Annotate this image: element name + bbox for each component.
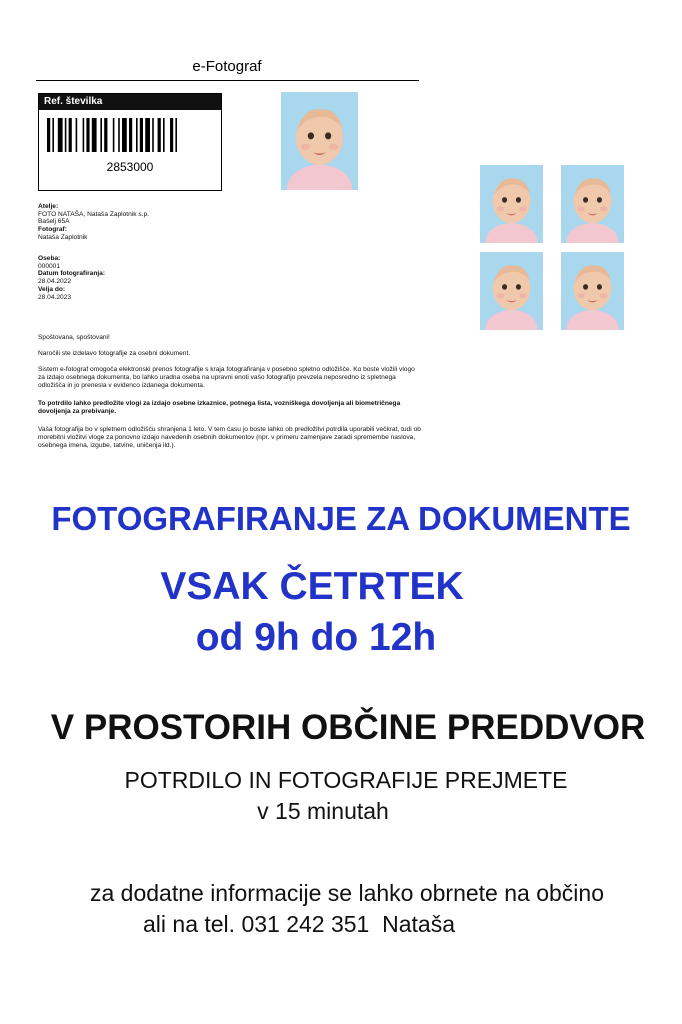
person-info — [38, 255, 105, 301]
header-divider — [36, 80, 419, 81]
poster-info-line-1: POTRDILO IN FOTOGRAFIJE PREJMETE — [124, 767, 568, 793]
greeting: Spoštovana, spoštovani! — [38, 334, 110, 341]
document-header-title: e-Fotograf — [192, 58, 262, 75]
portrait-photo-main — [281, 92, 358, 190]
poster-headline: FOTOGRAFIRANJE ZA DOKUMENTE — [51, 500, 631, 537]
studio-info — [38, 203, 149, 242]
poster-contact-line-1: za dodatne informacije se lahko obrnete na občino — [89, 880, 604, 906]
portrait-photo-small-3 — [480, 252, 543, 330]
poster-location: V PROSTORIH OBČINE PREDDVOR — [50, 708, 646, 747]
poster-contact-line-2: ali na tel. 031 242 351 Nataša — [143, 911, 456, 937]
barcode-icon — [47, 118, 212, 152]
date-label: Datum fotografiranja: — [38, 270, 106, 278]
reference-label: Ref. številka — [39, 94, 221, 110]
photographer-name: Nataša Zaplotnik — [38, 233, 88, 241]
poster-day: VSAK ČETRTEK — [160, 565, 464, 608]
poster-info-line-2: v 15 minutah — [257, 798, 389, 824]
poster-hours: od 9h do 12h — [195, 616, 437, 659]
portrait-photo-small-1 — [480, 165, 543, 243]
paragraph-1: Naročili ste izdelavo fotografije za osebni dokument. — [38, 350, 191, 357]
valid-until-label: Velja do: — [38, 285, 66, 293]
reference-number: 2853000 — [106, 160, 154, 174]
date-value: 28.04.2022 — [38, 278, 72, 286]
paragraph-4: Vaša fotografija bo v spletnem odložišču shranjena 1 leto. V tem času jo boste lahko ob predložitvi potrdila uporabili večkrat, tudi ob morebitni vložitvi vloge za ponovno izdajo navedenih osebnih dokumentov (npr. v primeru zamenjave zaradi spremembe naslova, osebnega imena, izgube, tatvine, uničenja ild.). — [38, 426, 421, 449]
paragraph-3: To potrdilo lahko predložite vlogi za izdajo osebne izkaznice, potnega lista, vozniškega dovoljenja ali biometričnega dovoljenja za prebivanje. — [38, 400, 401, 415]
portrait-photo-small-2 — [561, 165, 624, 243]
reference-number-box — [38, 93, 222, 191]
paragraph-2: Sistem e-fotograf omogoča elektronski prenos fotografije s kraja fotografiranja v posebno spletno odložišče. Ko boste vložili vlogo za izdajo osebnega dokumenta, bo lahko uradna oseba na upravni enoti vašo fotografijo prevzela neposredno iz spletnega odložišča in jo prenesla v evidenco izdanega dokumenta. — [38, 366, 415, 389]
studio-address: Bašelj 65A — [38, 218, 70, 226]
person-label: Oseba: — [38, 255, 61, 262]
portrait-photo-small-4 — [561, 252, 624, 330]
photographer-label: Fotograf: — [38, 226, 67, 234]
studio-label: Atelje: — [38, 203, 59, 210]
valid-until-value: 28.04.2023 — [38, 293, 72, 301]
person-value: 000001 — [38, 262, 61, 270]
studio-name: FOTO NATAŠA, Nataša Zaplotnik s.p. — [38, 210, 150, 218]
